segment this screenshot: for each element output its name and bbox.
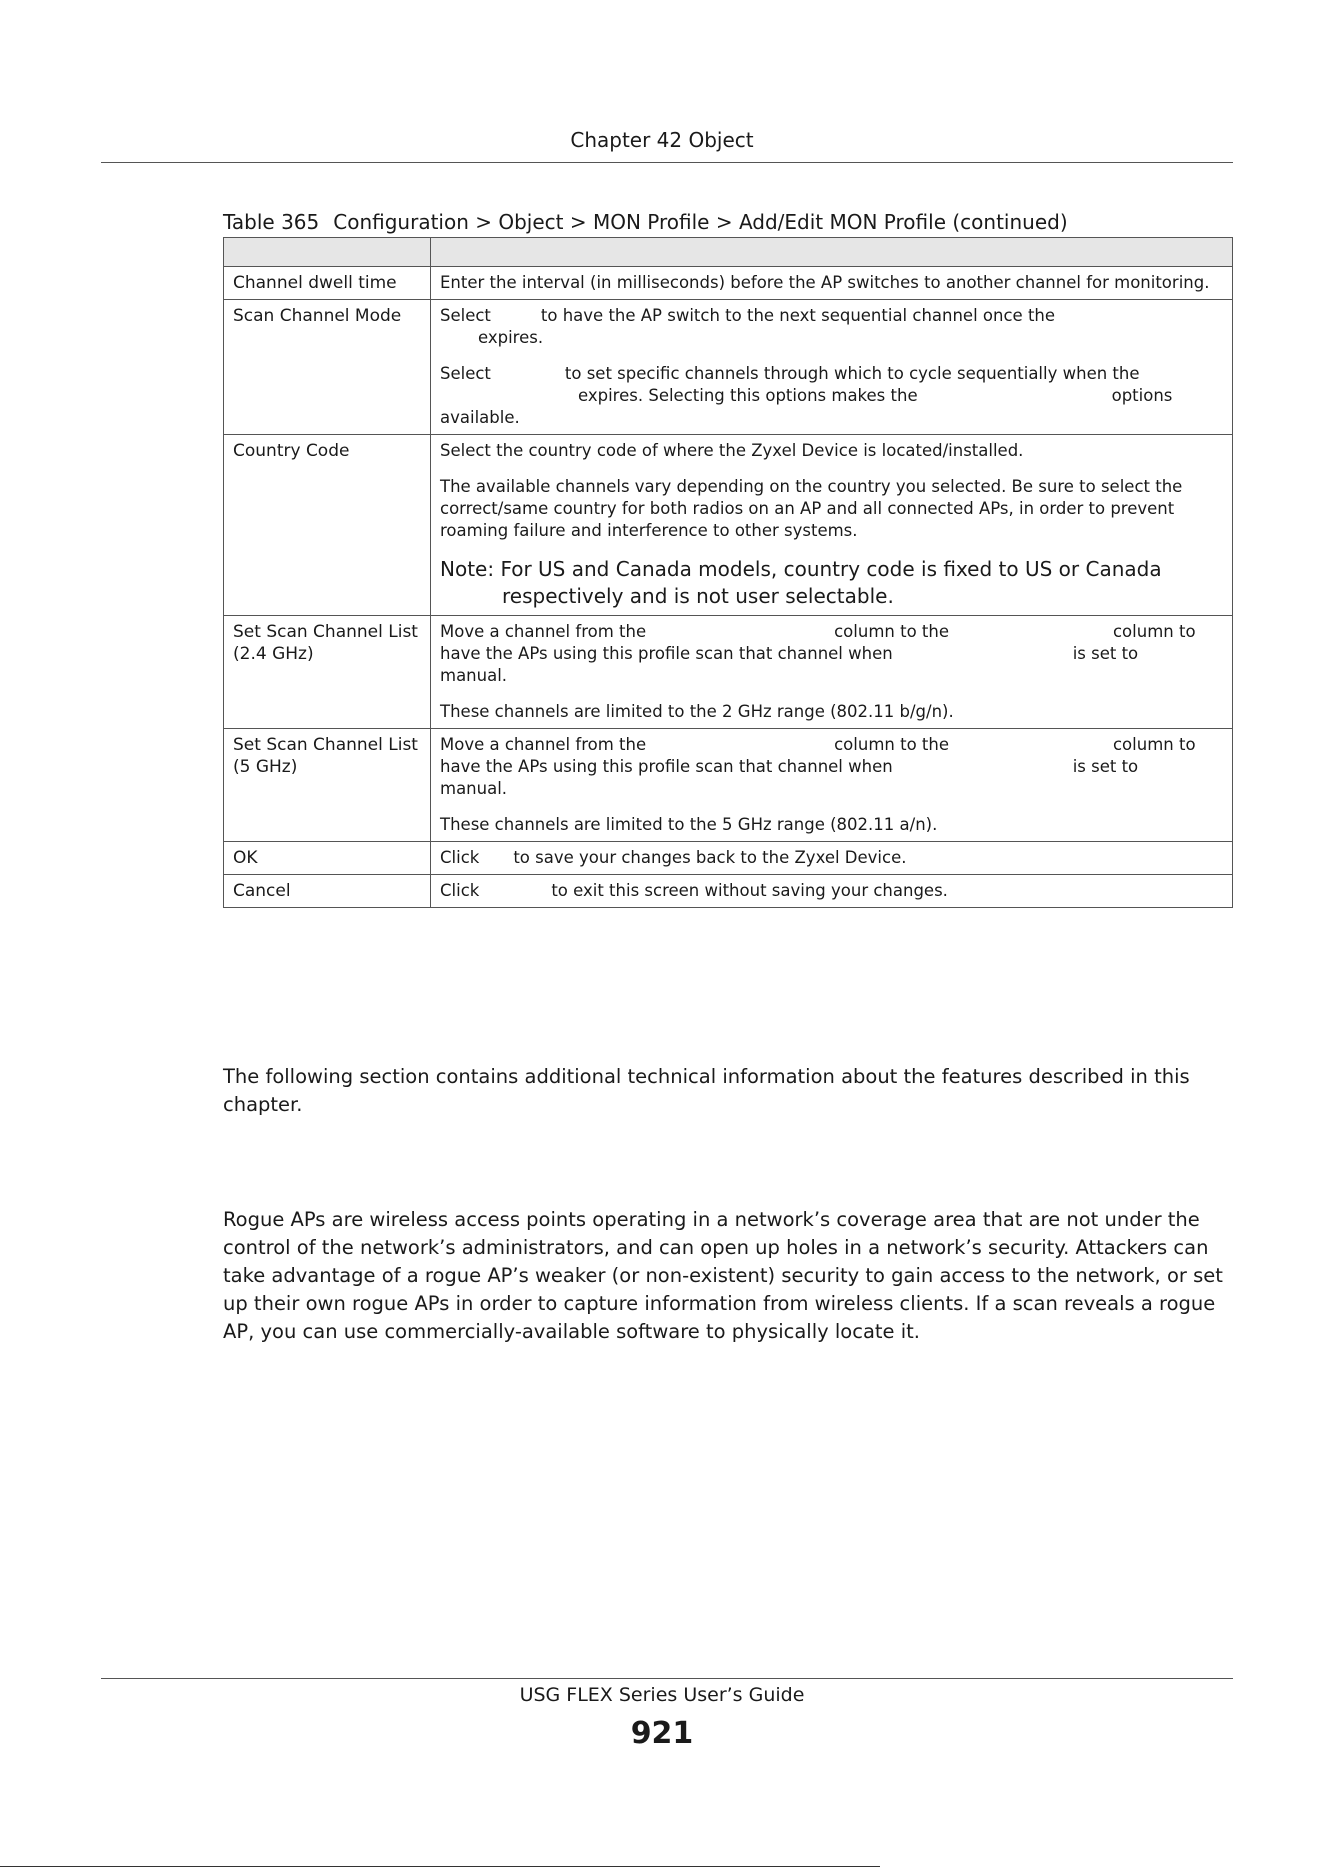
row-label: Channel dwell time bbox=[224, 267, 431, 300]
row-label: Country Code bbox=[224, 435, 431, 616]
row-description: Move a channel from the column to the column to have the APs using this profile scan that channel when is set to manual. These channels are limited to the 5 GHz range (802.11 a/n). bbox=[431, 729, 1233, 842]
table-row bbox=[224, 300, 1233, 435]
table-title: Configuration > Object > MON Profile > Add/Edit MON Profile (continued) bbox=[333, 210, 1068, 234]
table-row bbox=[224, 875, 1233, 908]
table-row bbox=[224, 616, 1233, 729]
row-label: Cancel bbox=[224, 875, 431, 908]
table-row bbox=[224, 729, 1233, 842]
mon-profile-table bbox=[223, 237, 1233, 908]
note: Note: For US and Canada models, country code is fixed to US or Canada respectively and is not user selectable. bbox=[440, 557, 1162, 608]
row-description: Select to have the AP switch to the next sequential channel once the expires. Select to set specific channels through which to cycle sequentially when the expires. Selecting this options makes the options available. bbox=[431, 300, 1233, 435]
table-row bbox=[224, 435, 1233, 616]
row-label: Set Scan Channel List (2.4 GHz) bbox=[224, 616, 431, 729]
table-row bbox=[224, 267, 1233, 300]
page-number: 921 bbox=[630, 1716, 694, 1751]
row-description: Enter the interval (in milliseconds) before the AP switches to another channel for monitoring. bbox=[431, 267, 1233, 300]
header-divider bbox=[101, 162, 1233, 163]
table-number: Table 365 bbox=[223, 210, 320, 234]
table-header-row bbox=[224, 238, 1233, 267]
table-row bbox=[224, 842, 1233, 875]
bottom-divider bbox=[0, 1866, 880, 1867]
row-description: Click to exit this screen without saving your changes. bbox=[431, 875, 1233, 908]
guide-title: USG FLEX Series User’s Guide bbox=[519, 1684, 805, 1706]
header-cell-description bbox=[431, 238, 1233, 267]
intro-paragraph: The following section contains additional technical information about the features described in this chapter. bbox=[223, 1065, 1190, 1116]
row-description: Move a channel from the column to the column to have the APs using this profile scan that channel when is set to manual. These channels are limited to the 2 GHz range (802.11 b/g/n). bbox=[431, 616, 1233, 729]
rogue-ap-paragraph: Rogue APs are wireless access points operating in a network’s coverage area that are not under the control of the network’s administrators, and can open up holes in a network’s security. Attackers can take advantage of a rogue AP’s weaker (or non-existent) security to gain access to the network, or set up their own rogue APs in order to capture information from wireless clients. If a scan reveals a rogue AP, you can use commercially-available software to physically locate it. bbox=[223, 1208, 1223, 1343]
row-label: Set Scan Channel List (5 GHz) bbox=[224, 729, 431, 842]
header-cell-label bbox=[224, 238, 431, 267]
row-label: Scan Channel Mode bbox=[224, 300, 431, 435]
row-description: Click to save your changes back to the Zyxel Device. bbox=[431, 842, 1233, 875]
table-caption bbox=[223, 210, 1082, 234]
row-label: OK bbox=[224, 842, 431, 875]
row-description: Select the country code of where the Zyxel Device is located/installed. The available channels vary depending on the country you selected. Be sure to select the correct/same country for both radios on an AP and all connected APs, in order to prevent roaming failure and interference to other systems. Note: For US and Canada models, country code is fixed to US or Canada respectively and is not user selectable. bbox=[431, 435, 1233, 616]
chapter-header: Chapter 42 Object bbox=[570, 128, 754, 152]
